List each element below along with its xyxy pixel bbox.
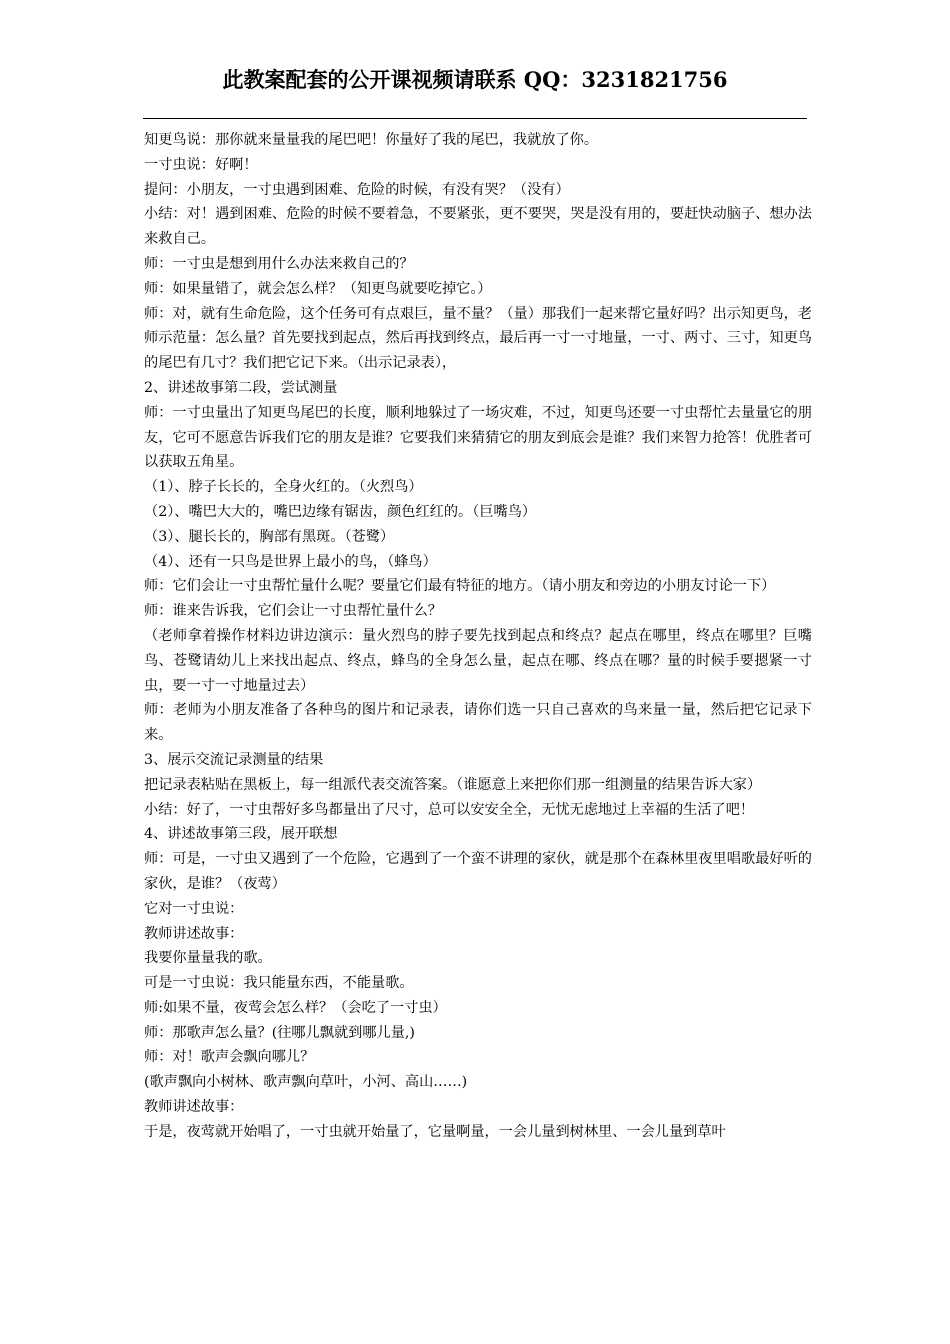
paragraph: 把记录表粘贴在黑板上，每一组派代表交流答案。（谁愿意上来把你们那一组测量的结果告诉大家） xyxy=(144,776,762,793)
paragraph: 一寸虫说：好啊！ xyxy=(144,156,258,173)
paragraph: 师：它们会让一寸虫帮忙量什么呢？要量它们最有特征的地方。（请小朋友和旁边的小朋友讨论一下） xyxy=(144,578,776,595)
section-heading: 3、展示交流记录测量的结果 xyxy=(144,751,324,768)
paragraph: 知更鸟说：那你就来量量我的尾巴吧！你量好了我的尾巴，我就放了你。 xyxy=(144,132,599,148)
paragraph: （老师拿着操作材料边讲边演示：量火烈鸟的脖子要先找到起点和终点？起点在哪里，终点在哪里？巨嘴鸟、苍鹭请幼儿上来找出起点、终点，蜂鸟的全身怎么量，起点在哪、终点在哪？量的时候手要摁紧一寸虫，要一寸一寸地量过去） xyxy=(144,627,812,694)
paragraph: 它对一寸虫说： xyxy=(144,900,244,917)
paragraph: 可是一寸虫说：我只能量东西，不能量歌。 xyxy=(144,975,414,992)
paragraph: 师：对！歌声会飘向哪儿？ xyxy=(144,1049,315,1066)
paragraph: 师：一寸虫是想到用什么办法来救自己的？ xyxy=(144,255,414,272)
header-divider xyxy=(143,118,807,119)
list-item: （1）、脖子长长的，全身火红的。（火烈鸟） xyxy=(144,479,423,496)
paragraph: 师：一寸虫量出了知更鸟尾巴的长度，顺利地躲过了一场灾难，不过，知更鸟还要一寸虫帮忙去量量它的朋友，它可不愿意告诉我们它的朋友是谁？它要我们来猜猜它的朋友到底会是谁？我们来智力抢答！优胜者可以获取五角星。 xyxy=(144,404,812,471)
list-item: （3）、腿长长的，胸部有黑斑。（苍鹭） xyxy=(144,528,395,545)
list-item: （2）、嘴巴大大的，嘴巴边缘有锯齿，颜色红红的。（巨嘴鸟） xyxy=(144,503,537,520)
paragraph: (歌声飘向小树林、歌声飘向草叶，小河、高山……) xyxy=(144,1074,468,1091)
paragraph: 师：老师为小朋友准备了各种鸟的图片和记录表，请你们选一只自己喜欢的鸟来量一量，然后把它记录下来。 xyxy=(144,702,812,744)
paragraph: 提问：小朋友，一寸虫遇到困难、危险的时候，有没有哭？（没有） xyxy=(144,181,570,198)
paragraph: 师：对，就有生命危险，这个任务可有点艰巨，量不量？（量）那我们一起来帮它量好吗？出示知更鸟，老师示范量：怎么量？首先要找到起点，然后再找到终点，最后再一寸一寸地量，一寸、两寸、三寸，知更鸟的尾巴有几寸？我们把它记下来。（出示记录表）， xyxy=(144,305,812,372)
document-body xyxy=(144,128,812,1145)
section-heading: 4、讲述故事第三段，展开联想 xyxy=(144,826,338,843)
section-heading: 2、讲述故事第二段，尝试测量 xyxy=(144,379,338,396)
list-item: （4）、还有一只鸟是世界上最小的鸟，（蜂鸟） xyxy=(144,553,437,570)
paragraph: 师：如果量错了，就会怎么样？（知更鸟就要吃掉它。） xyxy=(144,280,492,297)
paragraph: 教师讲述故事： xyxy=(144,1099,244,1116)
paragraph: 于是，夜莺就开始唱了，一寸虫就开始量了，它量啊量，一会儿量到树林里、一会儿量到草叶 xyxy=(144,1123,726,1140)
paragraph: 师：那歌声怎么量？(往哪儿飘就到哪儿量,) xyxy=(144,1024,415,1041)
page-header-title: 此教案配套的公开课视频请联系 QQ：3231821756 xyxy=(222,67,728,92)
paragraph: 我要你量量我的歌。 xyxy=(144,950,272,967)
paragraph: 教师讲述故事： xyxy=(144,925,244,942)
paragraph: 师：可是，一寸虫又遇到了一个危险，它遇到了一个蛮不讲理的家伙，就是那个在森林里夜里唱歌最好听的家伙，是谁？（夜莺） xyxy=(144,851,812,892)
paragraph: 师：谁来告诉我，它们会让一寸虫帮忙量什么？ xyxy=(144,603,442,620)
paragraph: 师:如果不量，夜莺会怎么样？（会吃了一寸虫） xyxy=(144,999,447,1016)
paragraph: 小结：好了，一寸虫帮好多鸟都量出了尺寸，总可以安安全全，无忧无虑地过上幸福的生活了吧！ xyxy=(144,801,755,818)
paragraph: 小结：对！遇到困难、危险的时候不要着急，不要紧张，更不要哭，哭是没有用的，要赶快动脑子、想办法来救自己。 xyxy=(144,206,812,248)
